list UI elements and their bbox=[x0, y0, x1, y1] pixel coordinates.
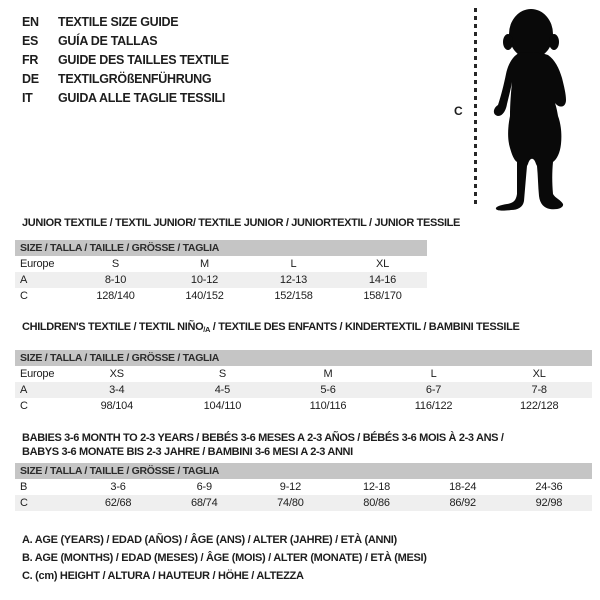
value-cell: L bbox=[290, 258, 297, 270]
value-cell: 6-7 bbox=[381, 382, 487, 398]
value-cell: S bbox=[218, 368, 226, 380]
value-cell: 7-8 bbox=[486, 382, 592, 398]
value-cell: 10-12 bbox=[160, 272, 249, 288]
value-cell: 116/122 bbox=[414, 400, 453, 412]
value-cell: 74/80 bbox=[247, 495, 333, 511]
children-section-title bbox=[22, 320, 600, 337]
language-title: GUÍA DE TALLAS bbox=[58, 34, 158, 48]
value-cell: 3-6 bbox=[110, 481, 126, 493]
size-header-band: SIZE / TALLA / TAILLE / GRÖSSE / TAGLIA bbox=[15, 240, 427, 256]
language-code: FR bbox=[22, 53, 39, 67]
language-title: GUIDA ALLE TAGLIE TESSILI bbox=[58, 91, 226, 105]
row-label-cell: C bbox=[20, 290, 28, 302]
value-cell: 18-24 bbox=[449, 481, 477, 493]
value-cell: 104/110 bbox=[203, 400, 242, 412]
baby-silhouette-icon bbox=[486, 8, 578, 212]
table-row bbox=[15, 256, 427, 272]
legend-line-b: B. AGE (MONTHS) / EDAD (MESES) / ÂGE (MOIS) / ALTER (MONATE) / ETÀ (MESI) bbox=[22, 552, 427, 564]
junior-size-table bbox=[15, 240, 427, 304]
children-section bbox=[0, 320, 600, 414]
junior-section-title: JUNIOR TEXTILE / TEXTIL JUNIOR/ TEXTILE JUNIOR / JUNIORTEXTIL / JUNIOR TESSILE bbox=[22, 217, 461, 229]
language-title: TEXTILGRÖßENFÜHRUNG bbox=[58, 72, 212, 86]
title-text: CHILDREN'S TEXTILE / TEXTIL NIÑO bbox=[22, 321, 204, 333]
baby-figure bbox=[440, 0, 600, 214]
size-header-band: SIZE / TALLA / TAILLE / GRÖSSE / TAGLIA bbox=[15, 463, 592, 479]
language-code: IT bbox=[22, 91, 33, 105]
table-row bbox=[15, 240, 427, 256]
value-cell: XL bbox=[375, 258, 390, 270]
value-cell: 152/158 bbox=[274, 290, 313, 302]
value-cell: 3-4 bbox=[64, 382, 170, 398]
height-measure-label: C bbox=[454, 104, 463, 118]
row-label-cell: A bbox=[15, 272, 71, 288]
value-cell: 9-12 bbox=[279, 481, 301, 493]
value-cell: XS bbox=[109, 368, 124, 380]
height-measure-line bbox=[474, 8, 477, 208]
value-cell: 86/92 bbox=[420, 495, 506, 511]
value-cell: 12-18 bbox=[362, 481, 391, 493]
value-cell: XL bbox=[532, 368, 546, 380]
language-code: DE bbox=[22, 72, 39, 86]
language-title: TEXTILE SIZE GUIDE bbox=[58, 15, 179, 29]
legend-line-c: C. (cm) HEIGHT / ALTURA / HAUTEUR / HÖHE / ALTEZZA bbox=[22, 570, 304, 582]
value-cell: 5-6 bbox=[275, 382, 381, 398]
table-row bbox=[15, 366, 592, 382]
language-code: EN bbox=[22, 15, 39, 29]
header-area bbox=[0, 0, 600, 214]
table-row bbox=[15, 398, 592, 414]
value-cell: 110/116 bbox=[309, 400, 347, 412]
value-cell: L bbox=[430, 368, 437, 380]
value-cell: 128/140 bbox=[96, 290, 135, 302]
value-cell: 92/98 bbox=[506, 495, 592, 511]
babies-size-table bbox=[15, 463, 592, 511]
value-cell: 98/104 bbox=[100, 400, 134, 412]
value-cell: M bbox=[323, 368, 333, 380]
title-line: BABYS 3-6 MONATE BIS 2-3 JAHRE / BAMBINI 3-6 MESI A 2-3 ANNI bbox=[22, 446, 353, 458]
value-cell: 140/152 bbox=[185, 290, 224, 302]
legend-line-a: A. AGE (YEARS) / EDAD (AÑOS) / ÂGE (ANS) / ALTER (JAHRE) / ETÀ (ANNI) bbox=[22, 534, 397, 546]
value-cell: 6-9 bbox=[196, 481, 212, 493]
value-cell: 14-16 bbox=[338, 272, 427, 288]
value-cell: 24-36 bbox=[535, 481, 563, 493]
value-cell: 62/68 bbox=[75, 495, 161, 511]
table-row bbox=[15, 382, 592, 398]
row-label-cell: C bbox=[15, 495, 75, 511]
legend bbox=[22, 531, 600, 585]
value-cell: 80/86 bbox=[333, 495, 419, 511]
language-code: ES bbox=[22, 34, 39, 48]
value-cell: 8-10 bbox=[71, 272, 160, 288]
table-row bbox=[15, 479, 592, 495]
value-cell: S bbox=[111, 258, 120, 270]
table-row bbox=[15, 288, 427, 304]
row-label-cell: Europe bbox=[20, 368, 55, 380]
value-cell: M bbox=[200, 258, 209, 270]
junior-section bbox=[0, 216, 600, 304]
value-cell: 122/128 bbox=[520, 400, 559, 412]
size-header-band: SIZE / TALLA / TAILLE / GRÖSSE / TAGLIA bbox=[15, 350, 592, 366]
row-label-cell: A bbox=[15, 382, 64, 398]
title-line: BABIES 3-6 MONTH TO 2-3 YEARS / BEBÉS 3-6 MESES A 2-3 AÑOS / BÉBÉS 3-6 MOIS À 2-3 ANS / bbox=[22, 432, 504, 444]
value-cell: 12-13 bbox=[249, 272, 338, 288]
value-cell: 4-5 bbox=[170, 382, 276, 398]
title-subscript: /A bbox=[203, 325, 211, 334]
value-cell: 68/74 bbox=[161, 495, 247, 511]
row-label-cell: Europe bbox=[20, 258, 55, 270]
babies-section-title bbox=[22, 431, 600, 459]
table-row bbox=[15, 272, 427, 288]
row-label-cell: C bbox=[20, 400, 28, 412]
children-size-table bbox=[15, 350, 592, 414]
table-row bbox=[15, 495, 592, 511]
table-row bbox=[15, 350, 592, 366]
value-cell: 158/170 bbox=[363, 290, 402, 302]
table-row bbox=[15, 463, 592, 479]
row-label-cell: B bbox=[20, 481, 28, 493]
language-title: GUIDE DES TAILLES TEXTILE bbox=[58, 53, 229, 67]
babies-section bbox=[0, 431, 600, 511]
title-text: / TEXTILE DES ENFANTS / KINDERTEXTIL / BAMBINI TESSILE bbox=[210, 321, 520, 333]
